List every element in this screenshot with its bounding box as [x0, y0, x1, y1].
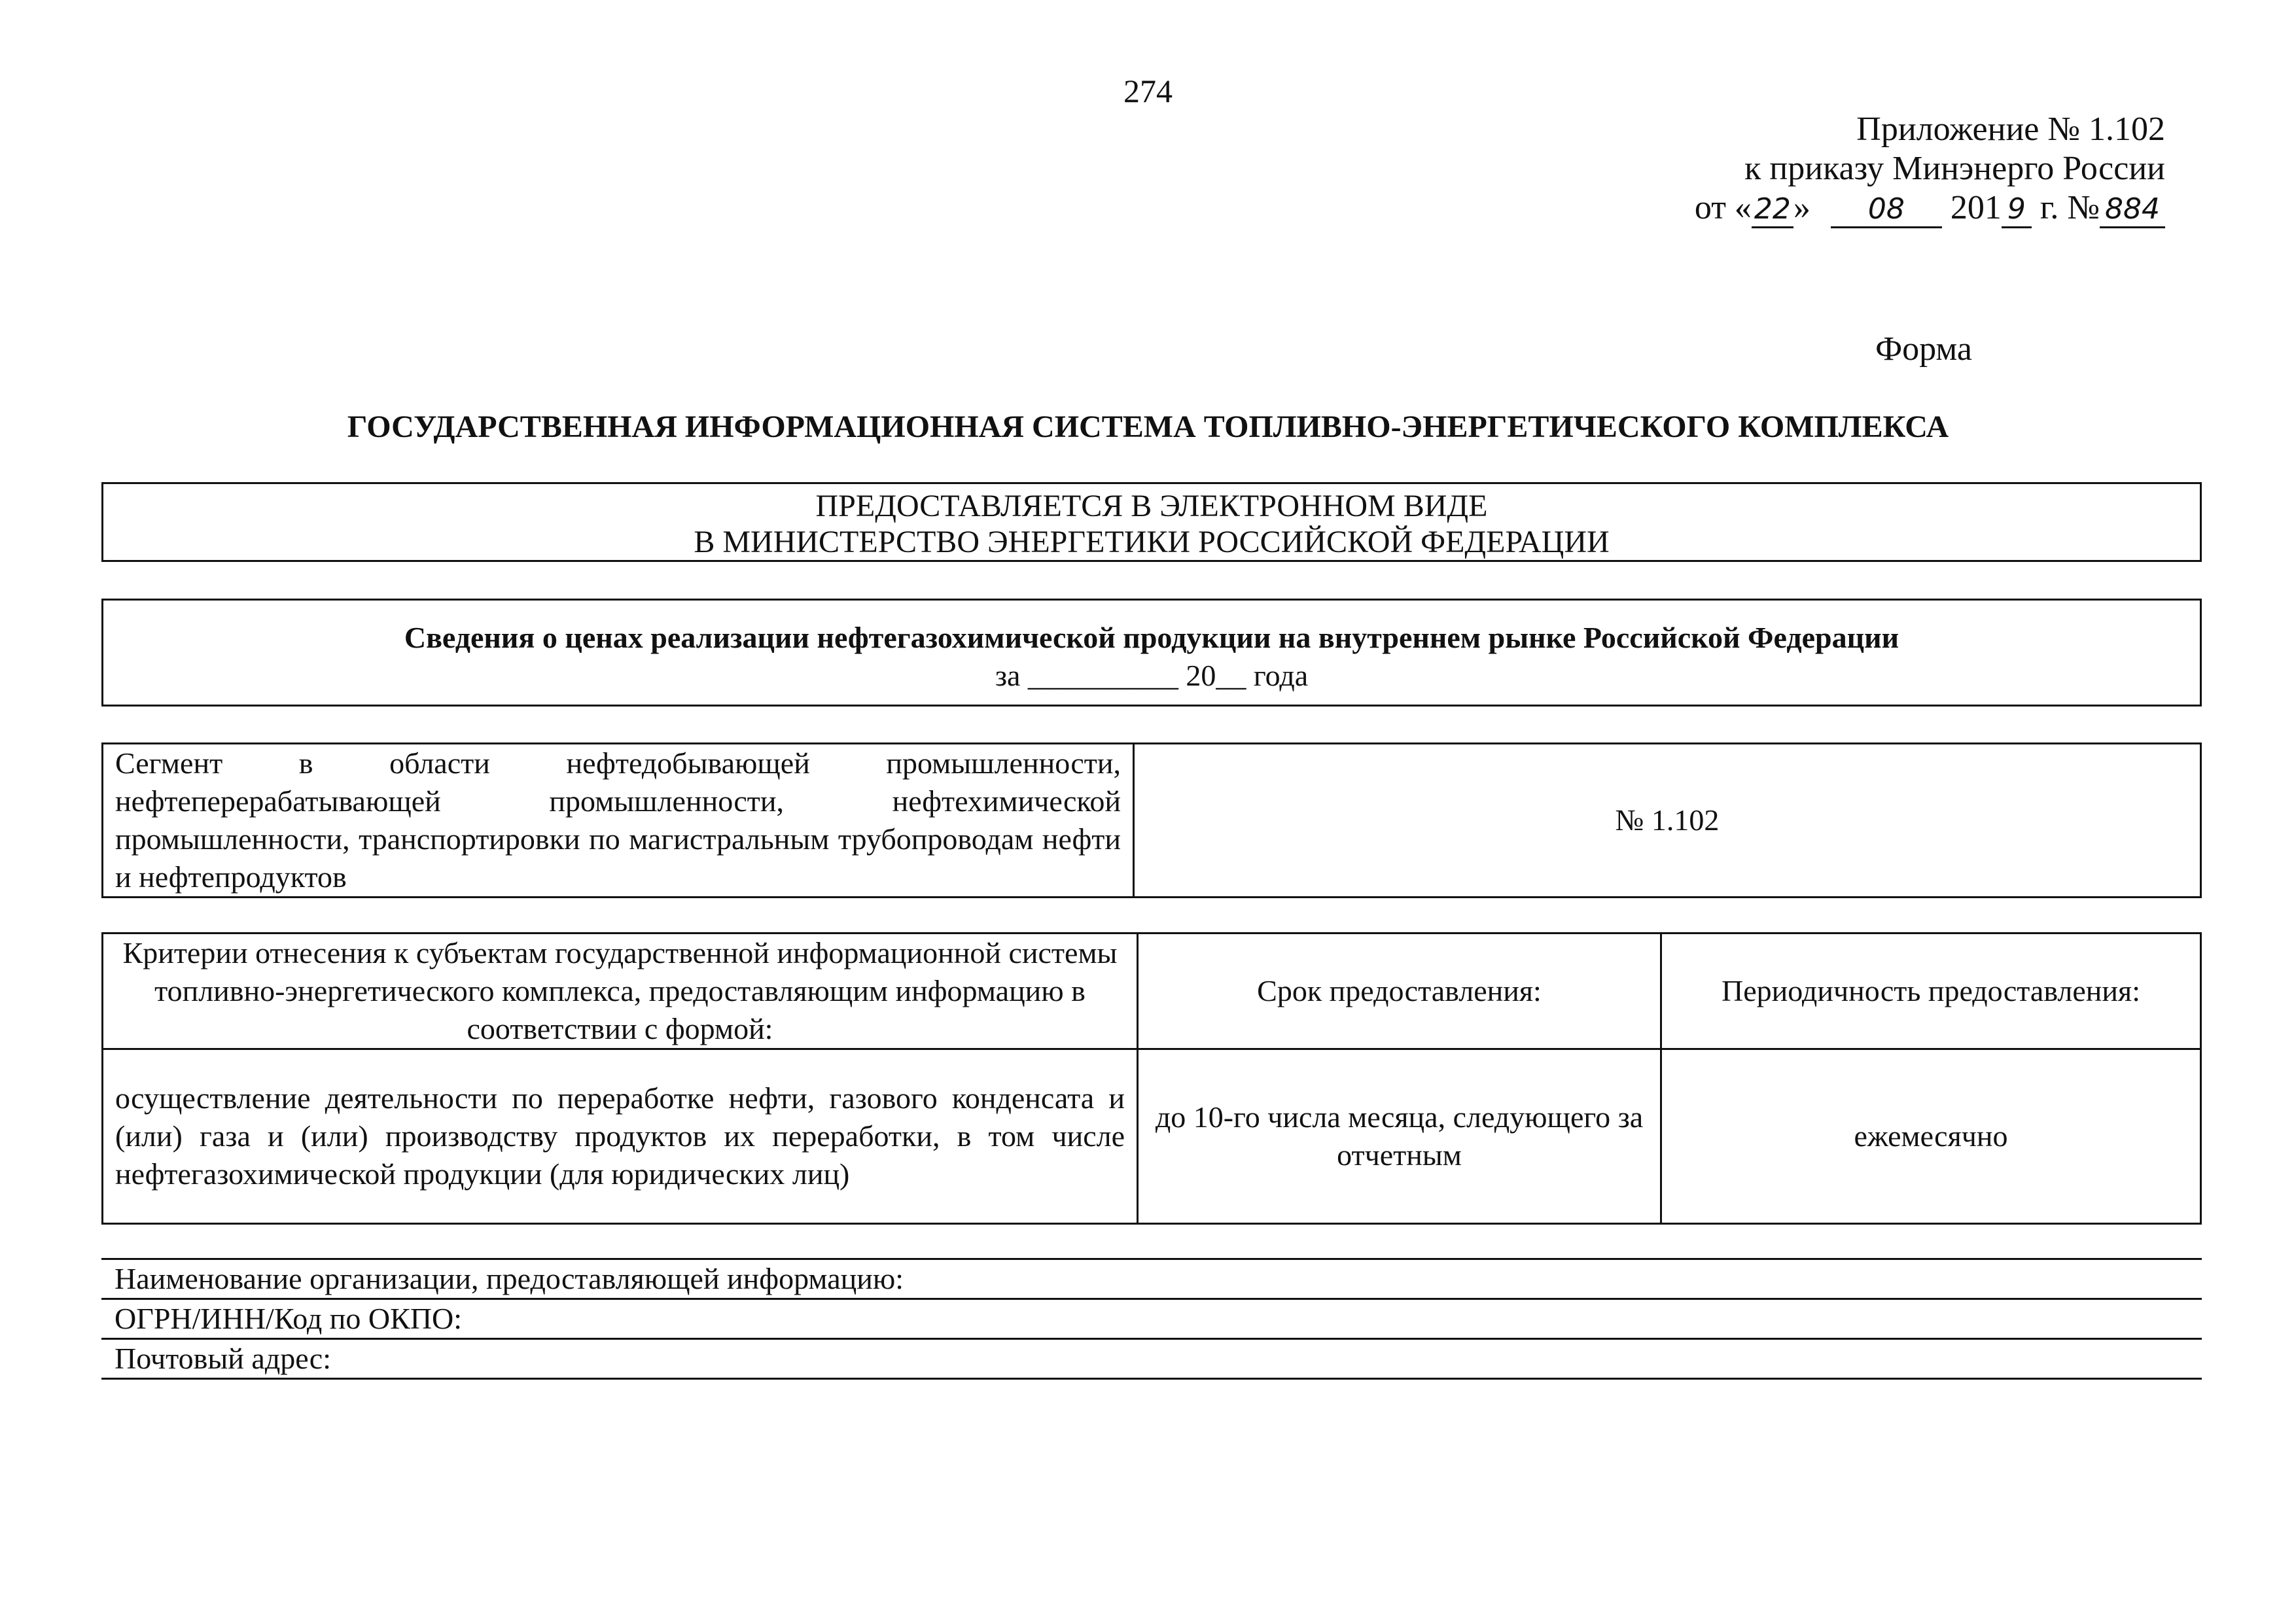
handwritten-order-number: 884 — [2100, 192, 2165, 228]
report-period: за __________ 20__ года — [995, 659, 1309, 692]
ogrn-inn-okpo-field: ОГРН/ИНН/Код по ОКПО: — [101, 1298, 2202, 1338]
submission-box — [101, 482, 2202, 562]
date-mid: » — [1793, 189, 1810, 226]
criteria-row — [103, 1049, 2201, 1224]
organization-name-field: Наименование организации, предоставляющей информацию: — [101, 1258, 2202, 1298]
year-prefix: 201 — [1950, 189, 2002, 226]
page-number: 274 — [1123, 73, 1173, 109]
appendix-header — [1576, 110, 2165, 228]
frequency-header: Периодичность предоставления: — [1661, 934, 2201, 1049]
criteria-header-row — [103, 934, 2201, 1049]
date-suffix: г. № — [2040, 189, 2100, 226]
postal-address-field: Почтовый адрес: — [101, 1338, 2202, 1380]
segment-table — [101, 742, 2202, 898]
report-title: Сведения о ценах реализации нефтегазохимической продукции на внутреннем рынке Российской Федерации — [404, 621, 1899, 654]
deadline-header: Срок предоставления: — [1138, 934, 1661, 1049]
segment-row — [103, 744, 2201, 898]
frequency-value: ежемесячно — [1661, 1049, 2201, 1224]
report-title-box — [101, 599, 2202, 707]
form-label: Форма — [1875, 330, 1972, 368]
date-prefix: от « — [1694, 189, 1752, 226]
form-number: № 1.102 — [1134, 744, 2201, 898]
system-title: ГОСУДАРСТВЕННАЯ ИНФОРМАЦИОННАЯ СИСТЕМА ТОПЛИВНО-ЭНЕРГЕТИЧЕСКОГО КОМПЛЕКСА — [347, 410, 1949, 444]
submission-line-2: В МИНИСТЕРСТВО ЭНЕРГЕТИКИ РОССИЙСКОЙ ФЕДЕРАЦИИ — [694, 525, 1610, 559]
deadline-value: до 10-го числа месяца, следующего за отчетным — [1138, 1049, 1661, 1224]
criteria-value: осуществление деятельности по переработке нефти, газового конденсата и (или) газа и (или) производству продуктов их переработки, в том числе нефтегазохимической продукции (для юридических лиц) — [103, 1049, 1138, 1224]
appendix-date-line — [1576, 188, 2165, 228]
criteria-header: Критерии отнесения к субъектам государственной информационной системы топливно-энергетического комплекса, предоставляющим информацию в соответствии с формой: — [103, 934, 1138, 1049]
appendix-title: Приложение № 1.102 — [1856, 111, 2165, 148]
appendix-order-ref: к приказу Минэнерго России — [1744, 150, 2165, 187]
segment-description: Сегмент в области нефтедобывающей промышленности, нефтеперерабатывающей промышленности, нефтехимической промышленности, транспортировки по магистральным трубопроводам нефти и нефтепродуктов — [103, 744, 1134, 898]
criteria-table — [101, 932, 2202, 1225]
submission-line-1: ПРЕДОСТАВЛЯЕТСЯ В ЭЛЕКТРОННОМ ВИДЕ — [815, 489, 1488, 523]
organization-fields — [101, 1258, 2202, 1380]
handwritten-day: 22 — [1752, 192, 1793, 228]
handwritten-year-digit: 9 — [2002, 192, 2032, 228]
handwritten-month: 08 — [1831, 192, 1942, 228]
